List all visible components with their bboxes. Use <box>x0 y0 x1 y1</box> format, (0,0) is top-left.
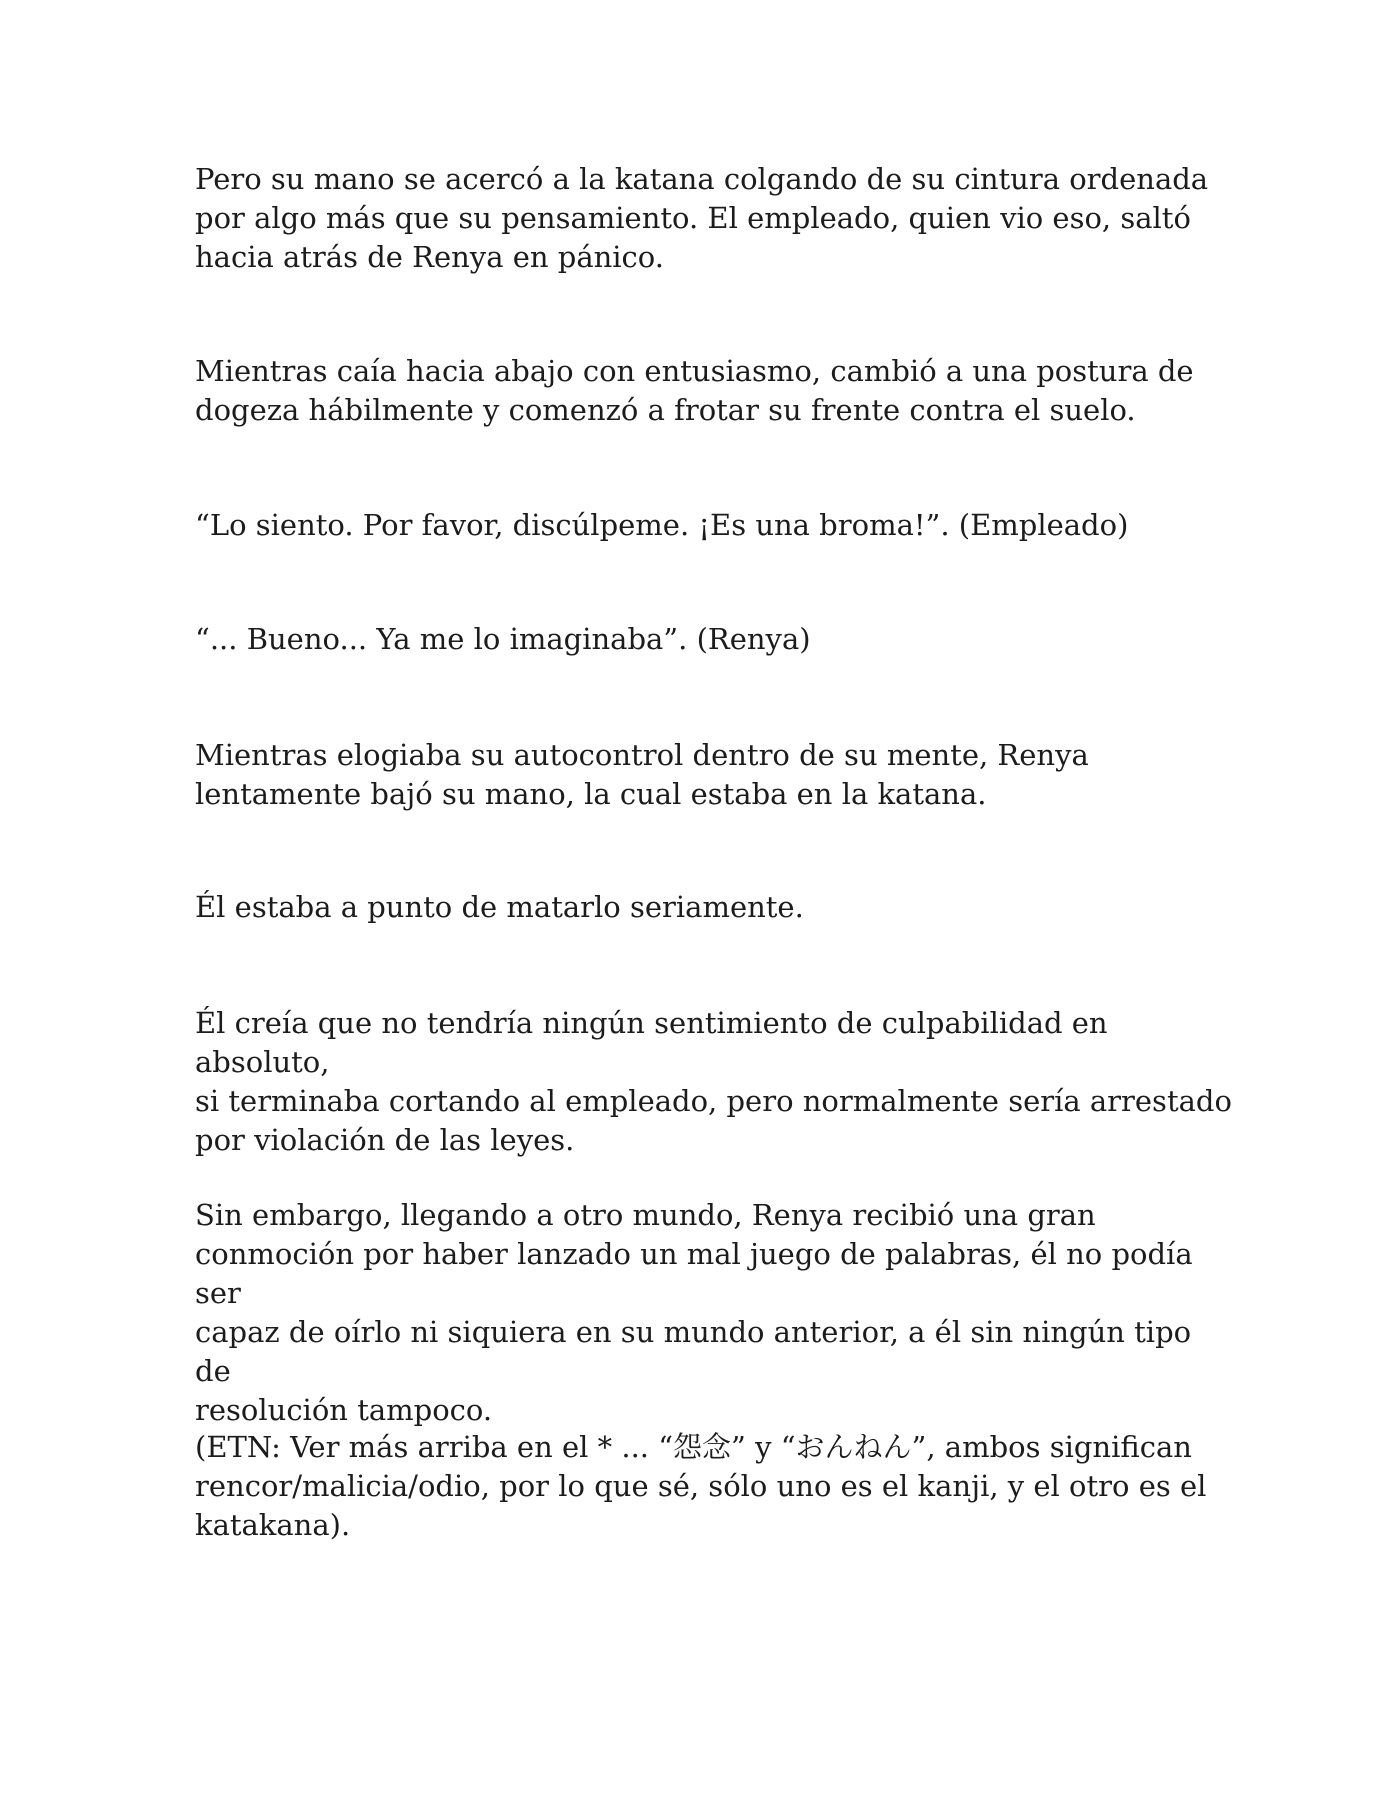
paragraph-5: Mientras elogiaba su autocontrol dentro de su mente, Renya lentamente bajó su mano, la cual estaba en la katana. <box>195 738 1089 811</box>
paragraph-6: Él estaba a punto de matarlo seriamente. <box>195 890 804 924</box>
paragraph-1: Pero su mano se acercó a la katana colgando de su cintura ordenada por algo más que su pensamiento. El empleado, quien vio eso, saltó hacia atrás de Renya en pánico. <box>195 162 1209 274</box>
dialogue-renya: “... Bueno... Ya me lo imaginaba”. (Renya) <box>195 622 811 656</box>
paragraph-8: Sin embargo, llegando a otro mundo, Renya recibió una gran conmoción por haber lanzado un mal juego de palabras, él no podía ser capaz de oírlo ni siquiera en su mundo anterior, a él sin ningún tipo de resolución tampoco. <box>195 1198 1193 1427</box>
paragraph-2: Mientras caía hacia abajo con entusiasmo, cambió a una postura de dogeza hábilmente y comenzó a frotar su frente contra el suelo. <box>195 354 1194 427</box>
translator-note: (ETN: Ver más arriba en el * ... “怨念” y “おんねん”, ambos significan rencor/malicia/odio, por lo que sé, sólo uno es el kanji, y el otro es el katakana). <box>195 1430 1207 1542</box>
dialogue-employee: “Lo siento. Por favor, discúlpeme. ¡Es una broma!”. (Empleado) <box>195 508 1129 542</box>
paragraph-7: Él creía que no tendría ningún sentimiento de culpabilidad en absoluto, si terminaba cortando al empleado, pero normalmente sería arrestado por violación de las leyes. <box>195 1006 1232 1157</box>
